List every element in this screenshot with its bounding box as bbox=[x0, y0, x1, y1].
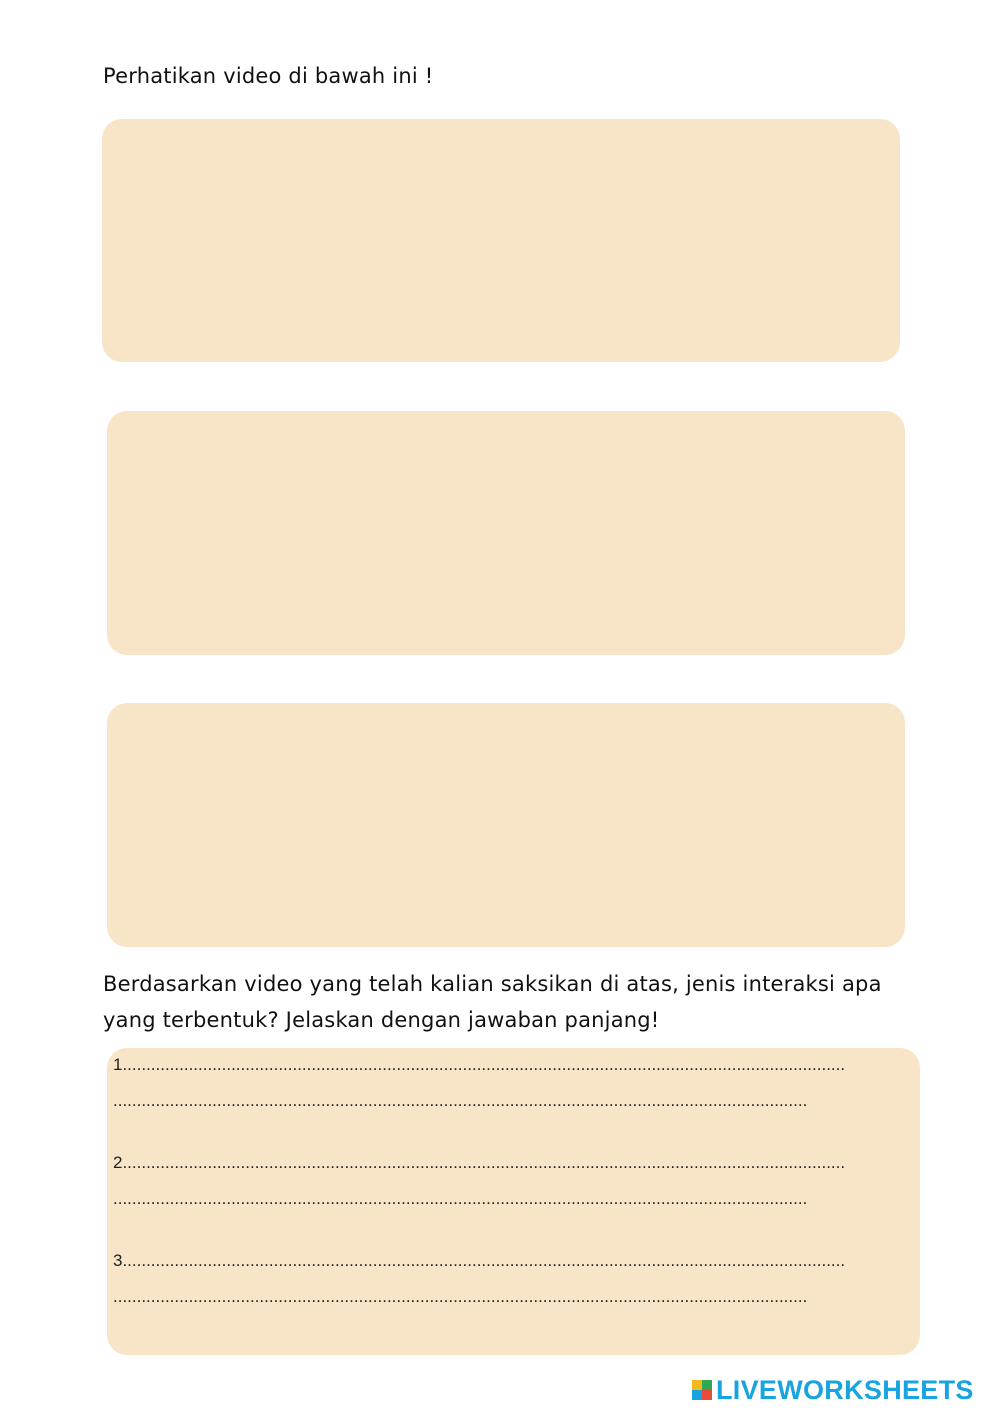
answer-3-line-2[interactable]: ................................................................................................................................................... bbox=[113, 1287, 808, 1306]
answer-panel bbox=[107, 1048, 920, 1355]
logo-tile-2 bbox=[702, 1380, 712, 1390]
question-text: Berdasarkan video yang telah kalian saksikan di atas, jenis interaksi apa yang terbentuk? Jelaskan dengan jawaban panjang! bbox=[103, 972, 882, 1032]
video-placeholder-2[interactable] bbox=[107, 411, 905, 655]
video-placeholder-3[interactable] bbox=[107, 703, 905, 947]
logo-text: LIVEWORKSHEETS bbox=[716, 1374, 974, 1405]
instruction-text: Perhatikan video di bawah ini ! bbox=[103, 64, 434, 88]
logo-tile-1 bbox=[692, 1380, 702, 1390]
logo-tile-4 bbox=[702, 1390, 712, 1400]
liveworksheets-logo-icon bbox=[692, 1380, 712, 1400]
video-placeholder-1[interactable] bbox=[102, 119, 900, 362]
answer-3-line-1[interactable]: 3......................................................................................................................................................... bbox=[113, 1251, 846, 1270]
answer-1-line-2[interactable]: ................................................................................................................................................... bbox=[113, 1091, 808, 1110]
answer-1-line-1[interactable]: 1......................................................................................................................................................... bbox=[113, 1055, 846, 1074]
answer-2-line-1[interactable]: 2......................................................................................................................................................... bbox=[113, 1153, 846, 1172]
logo-tile-3 bbox=[692, 1390, 702, 1400]
liveworksheets-logo bbox=[692, 1376, 974, 1404]
answer-2-line-2[interactable]: ................................................................................................................................................... bbox=[113, 1189, 808, 1208]
